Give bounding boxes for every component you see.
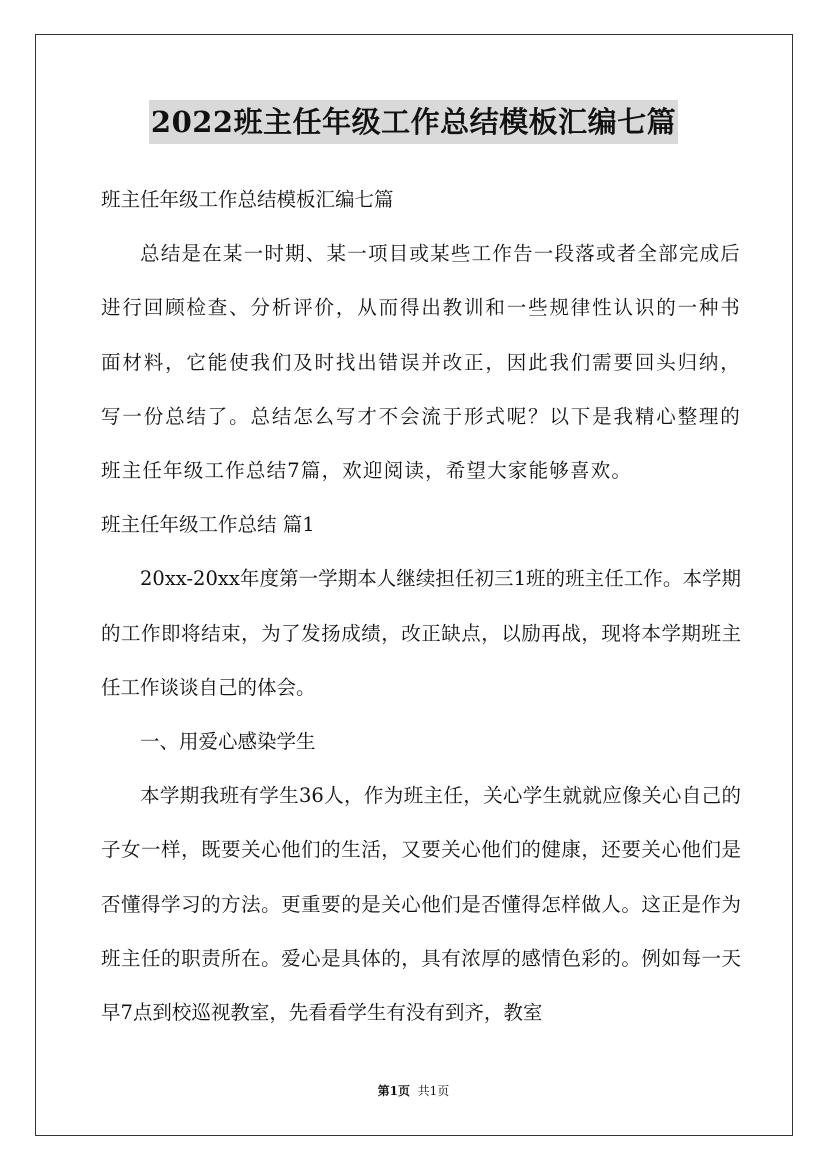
section-heading: 班主任年级工作总结 篇1 bbox=[101, 513, 315, 537]
title-container bbox=[0, 100, 827, 144]
page-number: 第1页 bbox=[377, 1084, 411, 1098]
document-title: 2022班主任年级工作总结模板汇编七篇 bbox=[149, 100, 678, 144]
intro-paragraph: 总结是在某一时期、某一项目或某些工作告一段落或者全部完成后进行回顾检查、分析评价，从而得出教训和一些规律性认识的一种书面材料，它能使我们及时找出错误并改正，因此我们需要回头归纳，写一份总结了。总结怎么写才不会流于形式呢？以下是我精心整理的班主任年级工作总结7篇，欢迎阅读，希望大家能够喜欢。 bbox=[101, 242, 741, 483]
page-total: 共1页 bbox=[417, 1084, 450, 1098]
document-body bbox=[101, 173, 741, 1040]
sub-heading: 一、用爱心感染学生 bbox=[140, 730, 316, 754]
paragraph-1: 20xx-20xx年度第一学期本人继续担任初三1班的班主任工作。本学期的工作即将结束，为了发扬成绩，改正缺点，以励再战，现将本学期班主任工作谈谈自己的体会。 bbox=[101, 567, 741, 699]
document-subtitle: 班主任年级工作总结模板汇编七篇 bbox=[101, 188, 394, 211]
page-footer bbox=[0, 1083, 827, 1099]
paragraph-2: 本学期我班有学生36人，作为班主任，关心学生就就应像关心自己的子女一样，既要关心他们的生活，又要关心他们的健康，还要关心他们是否懂得学习的方法。更重要的是关心他们是否懂得怎样做人。这正是作为班主任的职责所在。爱心是具体的，具有浓厚的感情色彩的。例如每一天早7点到校巡视教室，先看看学生有没有到齐，教室 bbox=[101, 784, 741, 1025]
